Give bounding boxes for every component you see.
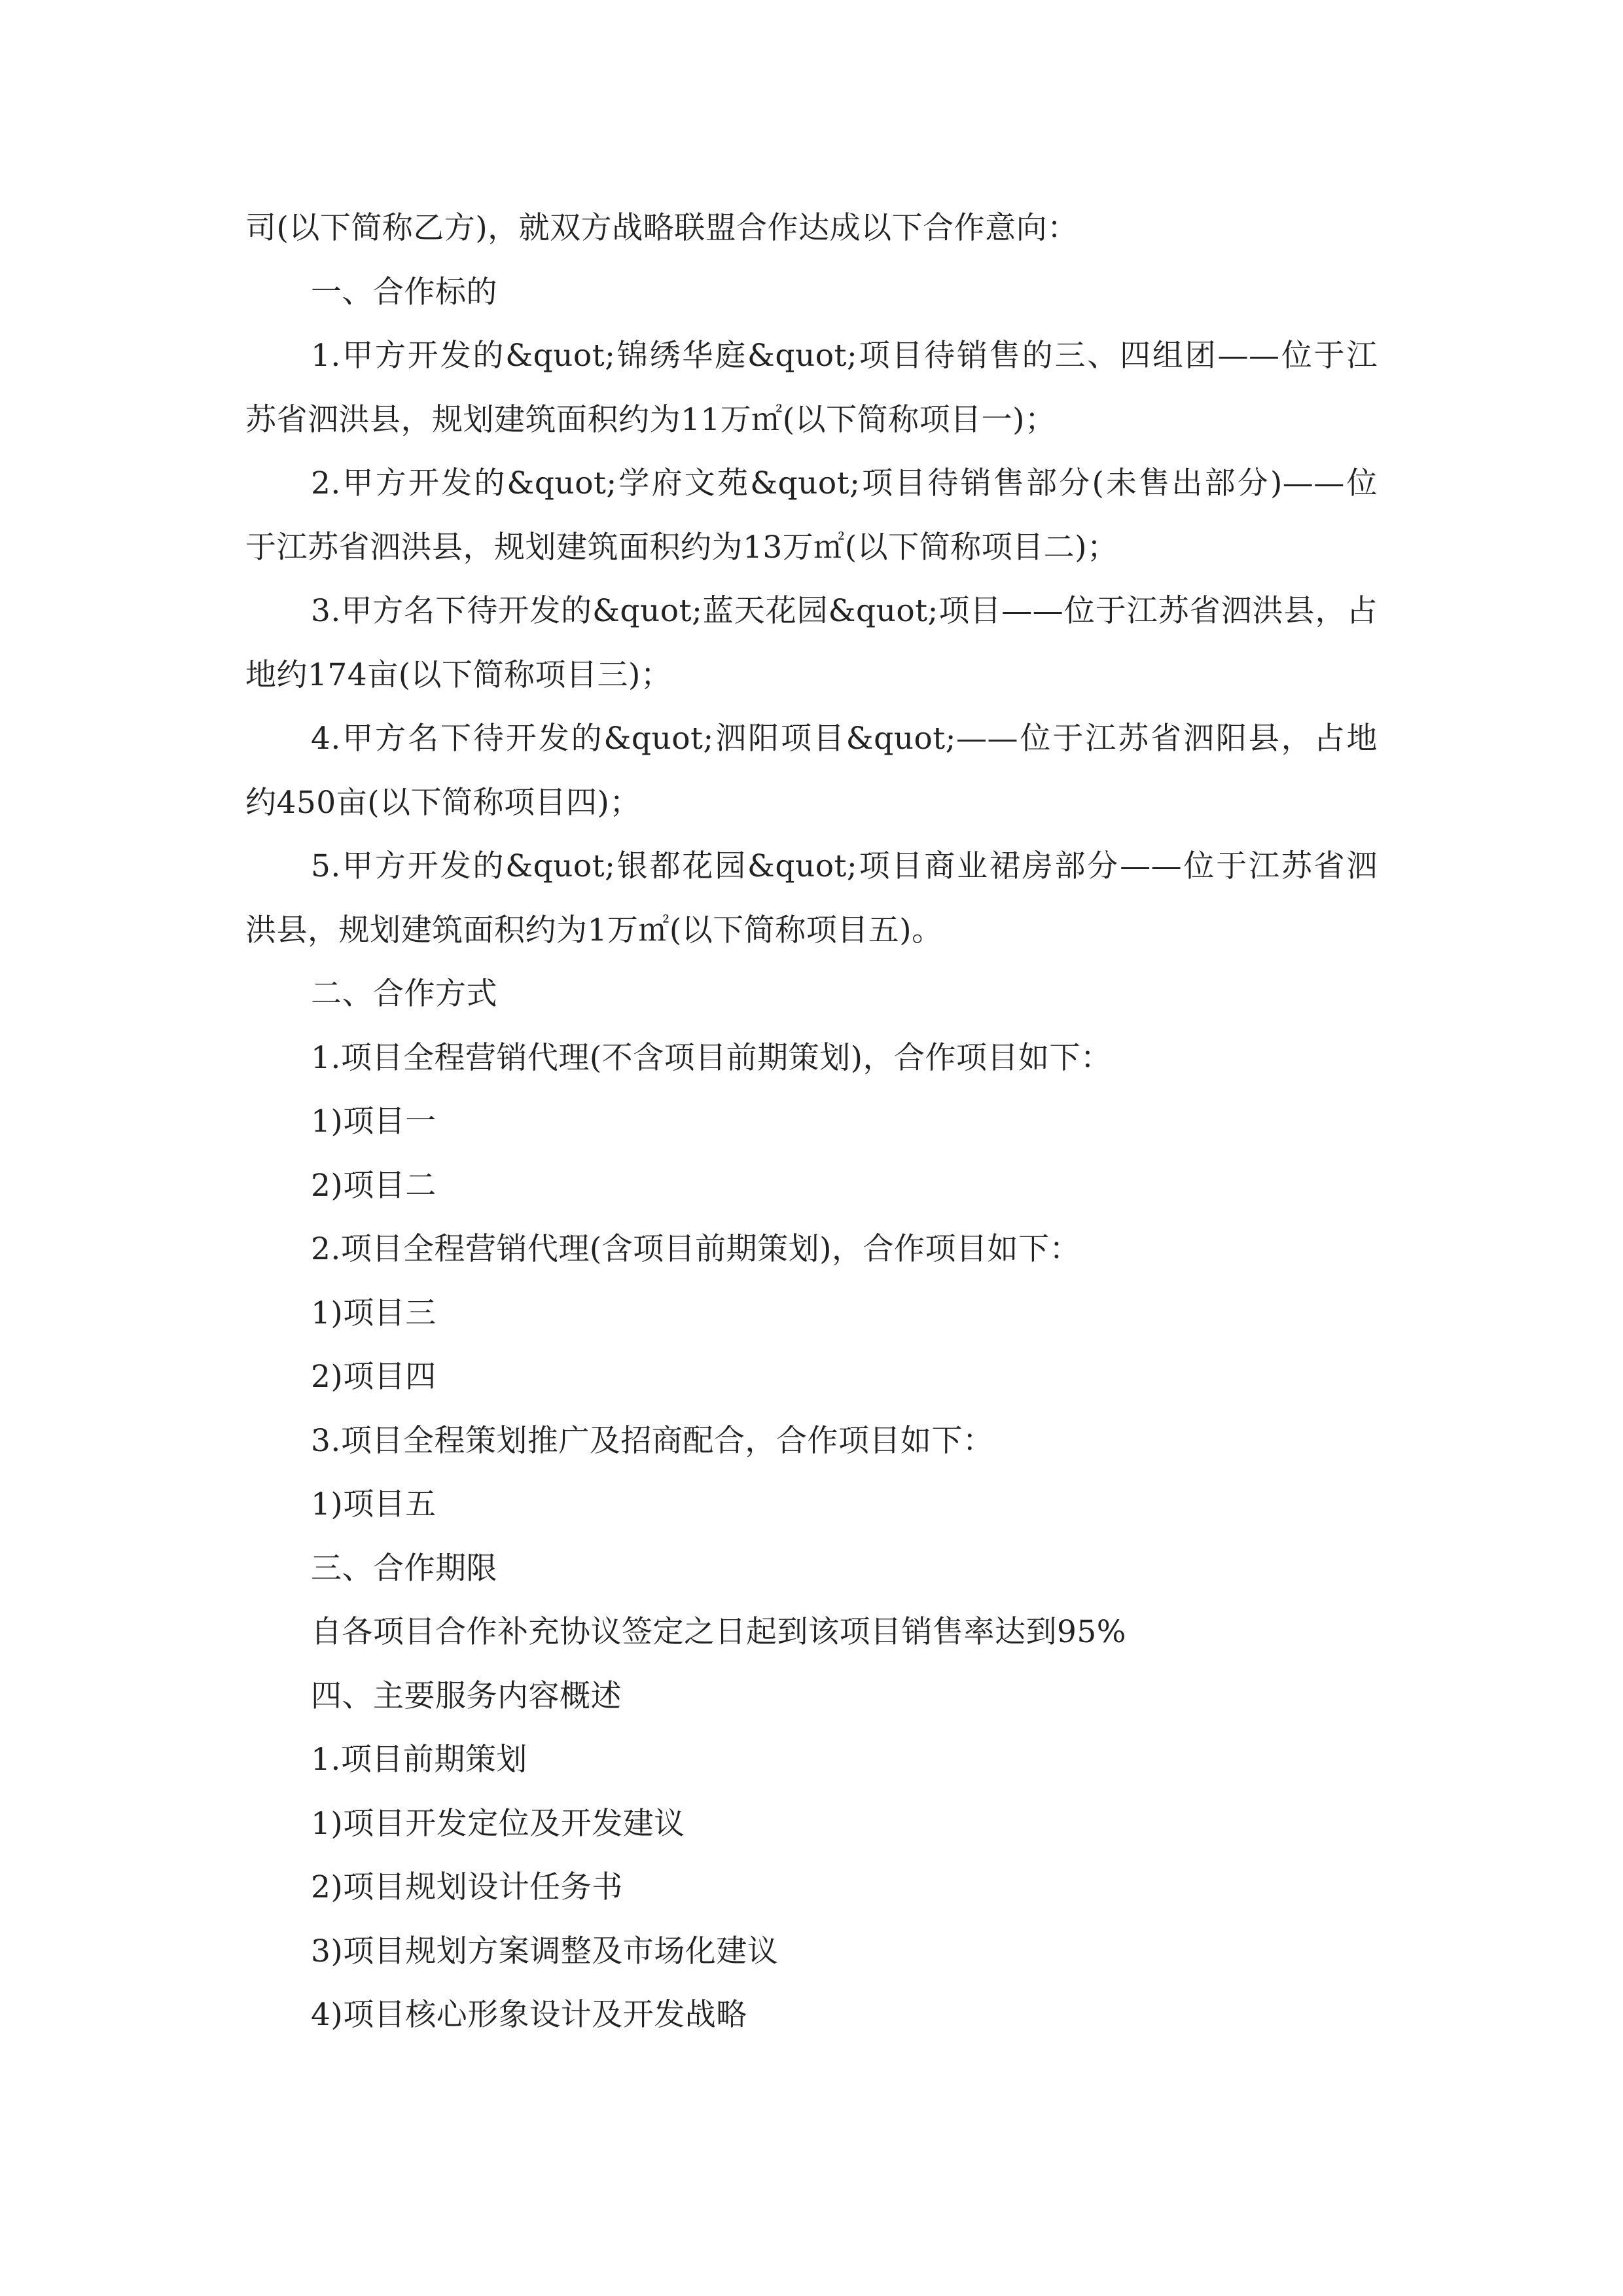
list-item: 1)项目三 [311, 1295, 437, 1331]
text-line: 司(以下简称乙方)，就双方战略联盟合作达成以下合作意向： [245, 210, 1079, 246]
text-line: 洪县，规划建筑面积约为1万㎡(以下简称项目五)。 [245, 912, 943, 948]
section-heading: 四、主要服务内容概述 [311, 1677, 622, 1714]
text-line: 2.甲方开发的&quot;学府文苑&quot;项目待销售部分(未售出部分)——位 [311, 465, 1378, 501]
text-line: 1.甲方开发的&quot;锦绣华庭&quot;项目待销售的三、四组团——位于江 [311, 338, 1378, 374]
text-line: 1.项目全程营销代理(不含项目前期策划)，合作项目如下： [311, 1039, 1112, 1076]
list-item: 2)项目四 [311, 1359, 437, 1395]
text-line: 2.项目全程营销代理(含项目前期策划)，合作项目如下： [311, 1231, 1081, 1267]
list-item: 2)项目二 [311, 1167, 437, 1204]
text-line: 4.甲方名下待开发的&quot;泗阳项目&quot;——位于江苏省泗阳县，占地 [311, 721, 1378, 757]
text-line: 自各项目合作补充协议签定之日起到该项目销售率达到95% [311, 1614, 1126, 1650]
list-item: 2)项目规划设计任务书 [311, 1869, 623, 1905]
list-item: 3)项目规划方案调整及市场化建议 [311, 1933, 779, 1969]
document-body [245, 196, 1378, 2047]
section-heading: 三、合作期限 [311, 1550, 497, 1587]
text-line: 1.项目前期策划 [311, 1742, 527, 1778]
list-item: 4)项目核心形象设计及开发战略 [311, 1997, 747, 2033]
text-line: 苏省泗洪县，规划建筑面积约为11万㎡(以下简称项目一)； [245, 401, 1056, 438]
text-line: 约450亩(以下简称项目四)； [245, 784, 641, 821]
section-heading: 一、合作标的 [311, 274, 497, 310]
list-item: 1)项目一 [311, 1103, 437, 1139]
text-line: 5.甲方开发的&quot;银都花园&quot;项目商业裙房部分——位于江苏省泗 [311, 848, 1378, 884]
text-line: 3.项目全程策划推广及招商配合，合作项目如下： [311, 1422, 994, 1459]
text-line: 于江苏省泗洪县，规划建筑面积约为13万㎡(以下简称项目二)； [245, 529, 1118, 565]
list-item: 1)项目五 [311, 1486, 437, 1522]
text-line: 3.甲方名下待开发的&quot;蓝天花园&quot;项目——位于江苏省泗洪县，占 [311, 593, 1378, 629]
list-item: 1)项目开发定位及开发建议 [311, 1805, 685, 1842]
section-heading: 二、合作方式 [311, 976, 497, 1012]
text-line: 地约174亩(以下简称项目三)； [245, 656, 672, 693]
